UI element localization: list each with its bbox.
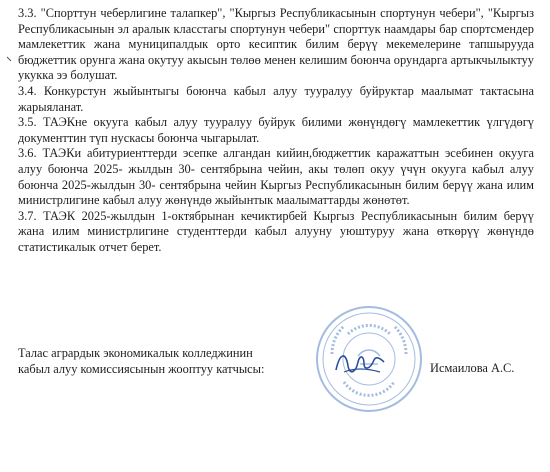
signature-role: кабыл алуу комиссиясынын жооптуу катчысы: (18, 361, 265, 376)
scan-mark (6, 56, 12, 62)
paragraph-3-4: 3.4. Конкурстун жыйынтыгы боюнча кабыл алуу тууралуу буйруктар маалымат тактасына жарыяланат. (18, 83, 534, 114)
handwritten-signature (330, 342, 390, 382)
signature-block (18, 346, 318, 377)
signature-org: Талас агрардык экономикалык колледжинин (18, 346, 253, 360)
document-body (18, 6, 534, 256)
paragraph-3-7: 3.7. ТАЭК 2025-жылдын 1-октябрынан кечиктирбей Кыргыз Республикасынын билим берүү жана илим министрлигине студенттерди кабыл алууну уюштуруу жана өткөрүү жөнүндө статистикалык отчет берет. (18, 208, 534, 254)
signer-name: Исмаилова А.С. (430, 361, 515, 375)
paragraph-3-6: 3.6. ТАЭКи абитуриенттерди эсепке алгандан кийин,бюджеттик каражаттын эсебинен окууга алуу боюнча 2025- жылдын 30- сентябрына чейин, акы төлөп окуу үчүн окууга кабыл алуу боюнча 2025-жылдын 30- сентябрына чейин Кыргыз Республикасынын билим берүү жана илим министрлигине кабыл алуу жөнүндө жыйынтык маалыматтарды жөнөтөт. (18, 146, 534, 208)
paragraph-3-5: 3.5. ТАЭКне окууга кабыл алуу тууралуу буйрук билими жөнүндөгү мамлекеттик үлгүдөгү документтин түп нускасы боюнча чыгарылат. (18, 115, 534, 145)
paragraph-3-3: 3.3. "Спорттун чеберлигине талапкер", "Кыргыз Республикасынын спортунун чебери", "Кыргыз Республикасынын эл аралык класстагы спортунун чебери" спорттук наамдары бар спортсмендер мамлекеттик жана муниципалдык орто кесиптик билим берүү мекемелерине тапшырууда бюджеттик орунга жана окутуу акысын төлөө менен келишим боюнча орундарга артыкчылыктуу укукка ээ болушат. (18, 6, 534, 83)
